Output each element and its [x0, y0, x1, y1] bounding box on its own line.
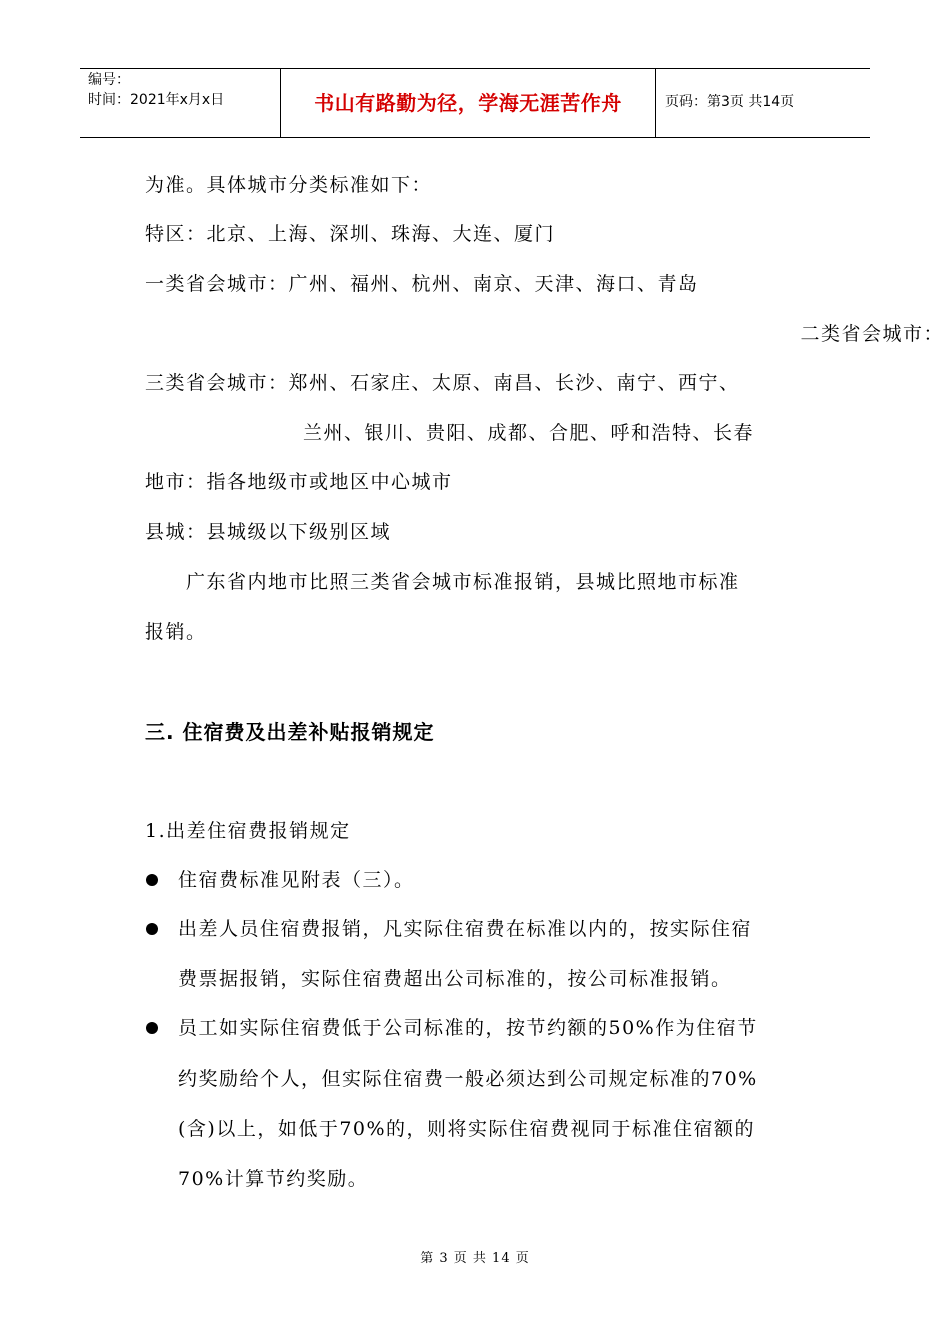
bullet-text: 约奖励给个人，但实际住宿费一般必须达到公司规定标准的70%	[178, 1068, 758, 1090]
bullet-text: 出差人员住宿费报销，凡实际住宿费在标准以内的，按实际住宿	[178, 918, 753, 940]
body-line: 特区：北京、上海、深圳、珠海、大连、厦门	[145, 223, 556, 245]
body-line: 为准。具体城市分类标准如下：	[145, 174, 433, 196]
bullet-text: (含)以上，如低于70%的，则将实际住宿费视同于标准住宿额的	[178, 1118, 756, 1140]
body-line: 三类省会城市：郑州、石家庄、太原、南昌、长沙、南宁、西宁、	[145, 372, 740, 394]
page-footer: 第 3 页 共 14 页	[420, 1251, 530, 1266]
bullet-dot	[146, 874, 158, 886]
bullet-text: 住宿费标准见附表（三）。	[178, 869, 415, 891]
subsection-heading: 1.出差住宿费报销规定	[145, 820, 351, 842]
document-number-label: 编号：	[88, 72, 130, 88]
header-center-cell	[280, 69, 656, 137]
header-left-cell	[80, 69, 280, 137]
bullet-dot	[146, 923, 158, 935]
bullet-text: 费票据报销，实际住宿费超出公司标准的，按公司标准报销。	[178, 968, 732, 990]
body-paragraph-line: 广东省内地市比照三类省会城市标准报销，县城比照地市标准	[186, 571, 740, 593]
bullet-text: 70%计算节约奖励。	[178, 1168, 369, 1190]
header-page-code: 页码：第3页 共14页	[665, 94, 795, 110]
bullet-text: 员工如实际住宿费低于公司标准的，按节约额的50%作为住宿节	[178, 1017, 758, 1039]
body-line: 二类省会城市：	[800, 323, 944, 345]
bullet-dot	[146, 1022, 158, 1034]
body-line: 县城：县城级以下级别区域	[145, 521, 392, 543]
body-line: 兰州、银川、贵阳、成都、合肥、呼和浩特、长春	[303, 422, 755, 444]
page-header	[80, 68, 870, 138]
section-heading: 三. 住宿费及出差补贴报销规定	[145, 720, 435, 744]
document-date: 时间：2021年x月x日	[88, 92, 225, 108]
body-line: 一类省会城市：广州、福州、杭州、南京、天津、海口、青岛	[145, 273, 699, 295]
header-motto: 书山有路勤为径，学海无涯苦作舟	[314, 91, 622, 115]
body-line: 地市：指各地级市或地区中心城市	[145, 471, 453, 493]
body-paragraph-line: 报销。	[145, 621, 207, 643]
header-right-cell	[655, 69, 870, 137]
